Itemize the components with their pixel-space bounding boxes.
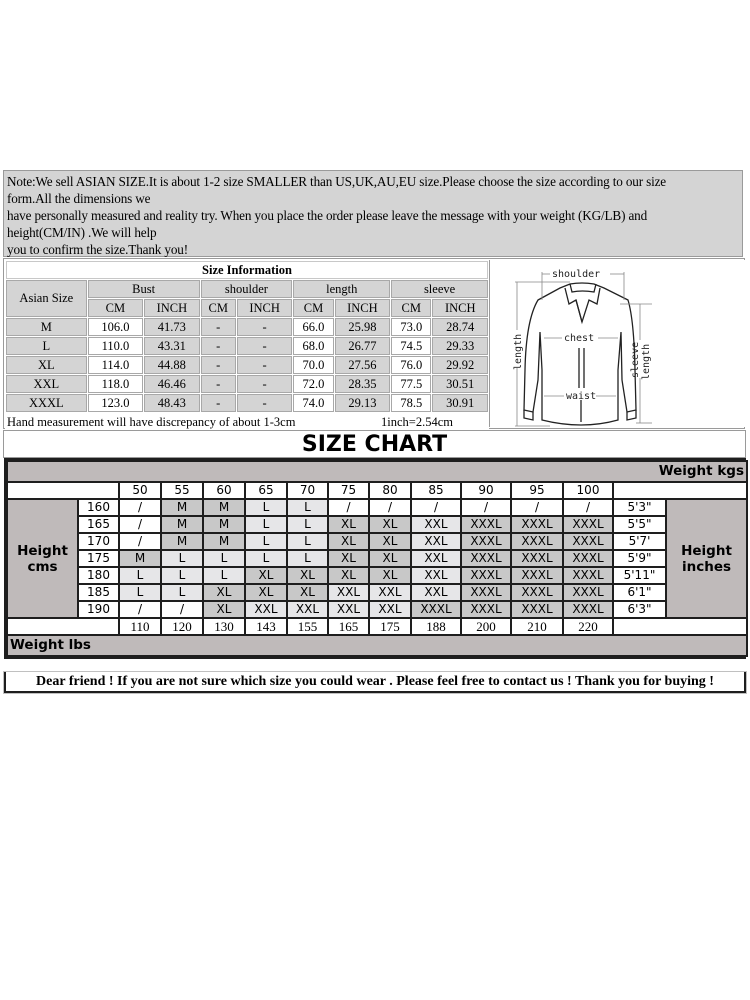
- size-cell: XXL: [411, 567, 461, 584]
- size-cell: XXXL: [461, 516, 511, 533]
- weight-kg-cell: 80: [369, 482, 411, 499]
- size-cell: XL: [328, 550, 369, 567]
- measurement-cell: 68.0: [293, 337, 333, 355]
- unit-header: INCH: [237, 299, 292, 317]
- height-cms-label-line: Height: [17, 542, 68, 559]
- height-inches-label-line: Height: [681, 542, 732, 559]
- height-cm-cell: 165: [78, 516, 119, 533]
- measurement-cell: 78.5: [391, 394, 431, 412]
- weight-lbs-header: Weight lbs: [7, 635, 747, 656]
- note-line: form.All the dimensions we: [7, 191, 151, 206]
- size-chart-row: [7, 516, 747, 533]
- length-label: length: [513, 333, 524, 370]
- shirt-measurement-diagram: [489, 260, 745, 427]
- size-cell: /: [511, 499, 563, 516]
- measurement-cell: 29.13: [335, 394, 390, 412]
- size-cell: XXL: [369, 601, 411, 618]
- measurement-cell: -: [201, 318, 236, 336]
- weight-lbs-cell: 165: [328, 618, 369, 635]
- height-cm-cell: 175: [78, 550, 119, 567]
- measurement-cell: -: [201, 356, 236, 374]
- measurement-cell: 76.0: [391, 356, 431, 374]
- weight-kg-cell: 55: [161, 482, 203, 499]
- size-cell: M: [161, 499, 203, 516]
- size-chart-row: [7, 567, 747, 584]
- weight-lbs-cell: 120: [161, 618, 203, 635]
- weight-kg-cell: 50: [119, 482, 161, 499]
- height-inch-cell: 6'1": [613, 584, 666, 601]
- hand-measurement-note: Hand measurement will have discrepancy of about 1-3cm: [7, 414, 296, 429]
- measurement-cell: 72.0: [293, 375, 333, 393]
- size-cell: XXXL: [511, 516, 563, 533]
- height-cm-cell: 160: [78, 499, 119, 516]
- size-cell: XXL: [328, 601, 369, 618]
- size-cell: XXL: [369, 584, 411, 601]
- height-inch-cell: 6'3": [613, 601, 666, 618]
- blank-cell: [7, 618, 119, 635]
- size-cell: XXL: [287, 601, 328, 618]
- size-chart: [4, 458, 746, 659]
- size-chart-row: [7, 499, 747, 516]
- size-cell: XXXL: [563, 516, 613, 533]
- note-line: have personally measured and reality try. When you place the order please leave the message with your weight (KG/LB) and: [7, 208, 648, 223]
- size-row: [6, 375, 488, 393]
- size-cell: XXXL: [511, 567, 563, 584]
- size-note: [3, 170, 743, 257]
- thank-you-message: Dear friend ! If you are not sure which size you could wear . Please feel free to contact us ! Thank you for buying !: [4, 672, 746, 693]
- weight-kgs-header: Weight kgs: [7, 461, 747, 482]
- shoulder-header: shoulder: [201, 280, 293, 298]
- weight-lbs-cell: 220: [563, 618, 613, 635]
- measurement-cell: 77.5: [391, 375, 431, 393]
- weight-kg-cell: 65: [245, 482, 287, 499]
- measurement-cell: -: [237, 375, 292, 393]
- asian-size-cell: XL: [6, 356, 87, 374]
- size-information-section: [3, 258, 745, 429]
- measurement-cell: 25.98: [335, 318, 390, 336]
- size-cell: /: [461, 499, 511, 516]
- measurement-cell: -: [201, 394, 236, 412]
- size-chart-row: [7, 533, 747, 550]
- measurement-cell: -: [237, 356, 292, 374]
- measurement-cell: 106.0: [88, 318, 143, 336]
- size-cell: XXXL: [511, 550, 563, 567]
- weight-lbs-cell: 155: [287, 618, 328, 635]
- asian-size-cell: M: [6, 318, 87, 336]
- unit-header: CM: [293, 299, 333, 317]
- size-cell: L: [161, 567, 203, 584]
- size-cell: /: [328, 499, 369, 516]
- asian-size-cell: L: [6, 337, 87, 355]
- size-chart-row: [7, 550, 747, 567]
- size-cell: XXXL: [461, 550, 511, 567]
- size-cell: M: [203, 499, 245, 516]
- waist-label: waist: [566, 391, 597, 402]
- height-inch-cell: 5'3": [613, 499, 666, 516]
- measurement-cell: -: [237, 337, 292, 355]
- size-cell: XXXL: [563, 601, 613, 618]
- size-cell: XXXL: [461, 567, 511, 584]
- height-inches-label: [666, 499, 747, 618]
- height-inch-cell: 5'9": [613, 550, 666, 567]
- measurement-cell: 30.51: [432, 375, 488, 393]
- unit-header: CM: [88, 299, 143, 317]
- height-cms-label-line: cms: [27, 558, 58, 575]
- note-line: you to confirm the size.Thank you!: [7, 242, 188, 257]
- height-cm-cell: 180: [78, 567, 119, 584]
- size-cell: XL: [328, 567, 369, 584]
- size-row: [6, 394, 488, 412]
- shoulder-label: shoulder: [552, 269, 601, 280]
- size-cell: /: [119, 601, 161, 618]
- size-cell: XXXL: [511, 533, 563, 550]
- asian-size-header: Asian Size: [6, 280, 87, 317]
- height-cms-label: [7, 499, 78, 618]
- size-cell: XXL: [411, 550, 461, 567]
- size-information-title: Size Information: [6, 261, 488, 279]
- size-chart-table: [6, 460, 748, 657]
- measurement-cell: -: [237, 318, 292, 336]
- sleeve-header: sleeve: [391, 280, 488, 298]
- size-cell: /: [119, 516, 161, 533]
- size-cell: XXXL: [461, 533, 511, 550]
- height-cm-cell: 185: [78, 584, 119, 601]
- size-cell: /: [119, 533, 161, 550]
- measurement-cell: 29.92: [432, 356, 488, 374]
- size-cell: XXXL: [411, 601, 461, 618]
- unit-header: INCH: [432, 299, 488, 317]
- size-chart-row: [7, 584, 747, 601]
- measurement-cell: 29.33: [432, 337, 488, 355]
- size-cell: XL: [245, 584, 287, 601]
- height-inch-cell: 5'7': [613, 533, 666, 550]
- note-line: height(CM/IN) .We will help: [7, 225, 157, 240]
- size-cell: M: [203, 533, 245, 550]
- height-cm-cell: 170: [78, 533, 119, 550]
- size-cell: L: [119, 567, 161, 584]
- bust-header: Bust: [88, 280, 200, 298]
- size-cell: /: [119, 499, 161, 516]
- measurement-cell: 28.35: [335, 375, 390, 393]
- size-cell: L: [245, 516, 287, 533]
- size-cell: XXXL: [563, 584, 613, 601]
- size-cell: XL: [369, 516, 411, 533]
- size-cell: /: [563, 499, 613, 516]
- size-cell: L: [119, 584, 161, 601]
- measurement-cell: 30.91: [432, 394, 488, 412]
- height-cm-cell: 190: [78, 601, 119, 618]
- measurement-cell: 41.73: [144, 318, 199, 336]
- size-cell: XXL: [411, 584, 461, 601]
- size-cell: M: [161, 516, 203, 533]
- measurement-cell: 46.46: [144, 375, 199, 393]
- size-cell: L: [287, 499, 328, 516]
- size-row: [6, 318, 488, 336]
- shirt-diagram-icon: [490, 260, 745, 427]
- size-cell: XL: [287, 567, 328, 584]
- size-cell: XL: [245, 567, 287, 584]
- weight-lbs-cell: 200: [461, 618, 511, 635]
- size-cell: M: [203, 516, 245, 533]
- measurement-cell: -: [237, 394, 292, 412]
- size-cell: XL: [203, 584, 245, 601]
- weight-lbs-cell: 175: [369, 618, 411, 635]
- measurement-cell: 28.74: [432, 318, 488, 336]
- measurement-cell: 43.31: [144, 337, 199, 355]
- measurement-cell: 118.0: [88, 375, 143, 393]
- note-line: Note:We sell ASIAN SIZE.It is about 1-2 size SMALLER than US,UK,AU,EU size.Please choose the size according to our size: [7, 174, 667, 189]
- size-cell: L: [287, 533, 328, 550]
- size-cell: L: [287, 550, 328, 567]
- size-cell: M: [161, 533, 203, 550]
- size-chart-row: [7, 601, 747, 618]
- weight-lbs-cell: 130: [203, 618, 245, 635]
- unit-header: CM: [391, 299, 431, 317]
- height-inch-cell: 5'11": [613, 567, 666, 584]
- unit-header: INCH: [335, 299, 390, 317]
- size-cell: XXXL: [563, 550, 613, 567]
- size-cell: L: [161, 550, 203, 567]
- weight-kg-cell: 70: [287, 482, 328, 499]
- weight-kg-cell: 75: [328, 482, 369, 499]
- measurement-cell: 123.0: [88, 394, 143, 412]
- blank-cell: [7, 482, 119, 499]
- size-cell: L: [245, 550, 287, 567]
- measurement-cell: 114.0: [88, 356, 143, 374]
- size-cell: XL: [369, 550, 411, 567]
- measurement-cell: 74.5: [391, 337, 431, 355]
- weight-lbs-cell: 210: [511, 618, 563, 635]
- size-cell: XXXL: [563, 567, 613, 584]
- size-cell: L: [161, 584, 203, 601]
- measurement-cell: 44.88: [144, 356, 199, 374]
- size-cell: L: [245, 499, 287, 516]
- asian-size-cell: XXXL: [6, 394, 87, 412]
- measurement-cell: -: [201, 337, 236, 355]
- size-cell: /: [161, 601, 203, 618]
- blank-cell: [613, 618, 747, 635]
- measurement-cell: 74.0: [293, 394, 333, 412]
- weight-kg-cell: 60: [203, 482, 245, 499]
- size-cell: L: [245, 533, 287, 550]
- unit-header: CM: [201, 299, 236, 317]
- size-cell: XXXL: [461, 601, 511, 618]
- measurement-cell: 73.0: [391, 318, 431, 336]
- size-cell: M: [119, 550, 161, 567]
- size-cell: L: [203, 550, 245, 567]
- measurement-cell: 26.77: [335, 337, 390, 355]
- size-cell: XXL: [411, 533, 461, 550]
- weight-kg-cell: 90: [461, 482, 511, 499]
- measurement-cell: 48.43: [144, 394, 199, 412]
- size-cell: XXL: [328, 584, 369, 601]
- weight-lbs-cell: 188: [411, 618, 461, 635]
- size-cell: XXXL: [511, 584, 563, 601]
- size-cell: XXL: [245, 601, 287, 618]
- size-cell: /: [411, 499, 461, 516]
- size-cell: XL: [369, 567, 411, 584]
- blank-cell: [613, 482, 747, 499]
- size-cell: XXXL: [461, 584, 511, 601]
- measurement-cell: 27.56: [335, 356, 390, 374]
- size-cell: XXXL: [511, 601, 563, 618]
- inch-conversion-note: 1inch=2.54cm: [381, 414, 453, 429]
- size-cell: XL: [369, 533, 411, 550]
- asian-size-cell: XXL: [6, 375, 87, 393]
- size-cell: XL: [287, 584, 328, 601]
- size-information-table: [5, 260, 489, 432]
- size-cell: XL: [328, 516, 369, 533]
- length-header: length: [293, 280, 390, 298]
- measurement-cell: -: [201, 375, 236, 393]
- measurement-cell: 110.0: [88, 337, 143, 355]
- weight-lbs-cell: 143: [245, 618, 287, 635]
- weight-lbs-cell: 110: [119, 618, 161, 635]
- sleeve-label: sleeve: [630, 341, 641, 378]
- measurement-cell: 66.0: [293, 318, 333, 336]
- measurement-cell: 70.0: [293, 356, 333, 374]
- sleeve-length-label: length: [641, 343, 652, 380]
- chest-label: chest: [564, 333, 595, 344]
- size-cell: XL: [328, 533, 369, 550]
- unit-header: INCH: [144, 299, 199, 317]
- size-row: [6, 337, 488, 355]
- height-inch-cell: 5'5": [613, 516, 666, 533]
- weight-kg-cell: 100: [563, 482, 613, 499]
- size-cell: L: [287, 516, 328, 533]
- weight-kg-cell: 85: [411, 482, 461, 499]
- size-cell: XL: [203, 601, 245, 618]
- size-cell: /: [369, 499, 411, 516]
- size-chart-title: SIZE CHART: [3, 430, 746, 458]
- size-cell: L: [203, 567, 245, 584]
- size-cell: XXL: [411, 516, 461, 533]
- size-cell: XXXL: [563, 533, 613, 550]
- height-inches-label-line: inches: [681, 558, 732, 575]
- weight-kg-cell: 95: [511, 482, 563, 499]
- size-row: [6, 356, 488, 374]
